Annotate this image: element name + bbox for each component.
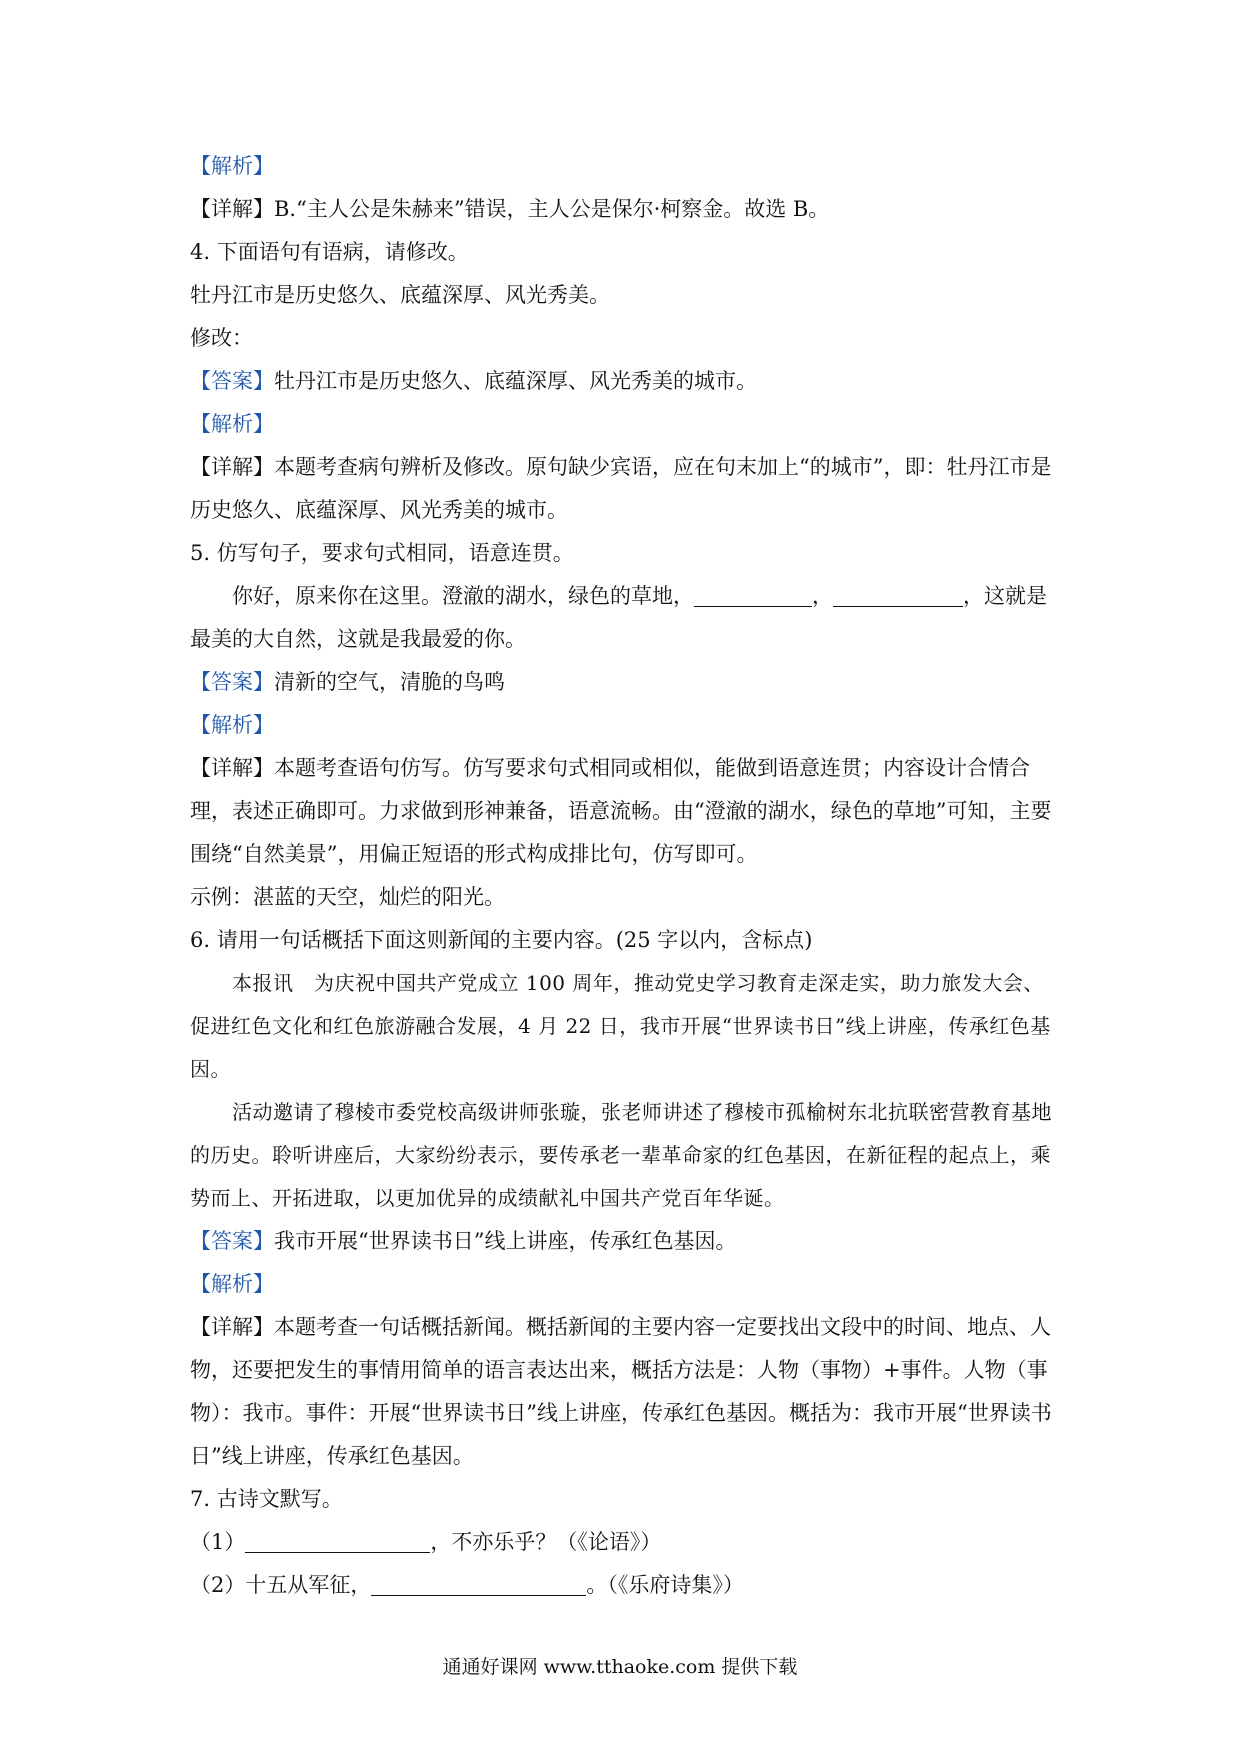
question-7-item-1: （1） ，不亦乐乎？（《论语》） (190, 1530, 662, 1554)
page-footer: 通通好课网 www.tthaoke.com 提供下载 (442, 1656, 798, 1678)
fill-blank (694, 585, 812, 607)
answer-tag: 【答案】 (190, 1229, 274, 1253)
question-5-detail: 【详解】本题考查语句仿写。仿写要求句式相同或相似，能做到语意连贯；内容设计合情合理，表述正确即可。力求做到形神兼备，语意流畅。由“澄澈的湖水，绿色的草地”可知，主要围绕“自然美景”，用偏正短语的形式构成排比句，仿写即可。 (190, 756, 1052, 866)
question-5-analysis (190, 704, 1060, 747)
detail-tag: 【详解】 (190, 1315, 274, 1339)
fill-blank (833, 585, 963, 607)
question-6-detail: 【详解】本题考查一句话概括新闻。概括新闻的主要内容一定要找出文段中的时间、地点、人物，还要把发生的事情用简单的语言表达出来，概括方法是：人物（事物）+事件。人物（事物）：我市。事件：开展“世界读书日”线上讲座，传承红色基因。概括为：我市开展“世界读书日”线上讲座，传承红色基因。 (190, 1315, 1052, 1468)
question-4-answer: 【答案】牡丹江市是历史悠久、底蕴深厚、风光秀美的城市。 (190, 369, 757, 393)
answer-tag: 【答案】 (190, 369, 274, 393)
question-4-detail: 【详解】本题考查病句辨析及修改。原句缺少宾语，应在句末加上“的城市”，即：牡丹江市是历史悠久、底蕴深厚、风光秀美的城市。 (190, 455, 1052, 522)
detail-tag: 【详解】 (190, 455, 274, 479)
question-6-title: 6. 请用一句话概括下面这则新闻的主要内容。(25 字以内，含标点) (190, 928, 813, 952)
question-5-answer: 【答案】清新的空气，清脆的鸟鸣 (190, 670, 505, 694)
question-6-analysis (190, 1263, 1060, 1306)
question-5-title: 5. 仿写句子，要求句式相同，语意连贯。 (190, 541, 574, 565)
question-4-analysis (190, 403, 1060, 446)
analysis-tag: 【解析】 (190, 1272, 274, 1296)
question-6-news-paragraph-2: 活动邀请了穆棱市委党校高级讲师张璇，张老师讲述了穆棱市孤榆树东北抗联密营教育基地的历史。聆听讲座后，大家纷纷表示，要传承老一辈革命家的红色基因，在新征程的起点上，乘势而上、开拓进取，以更加优异的成绩献礼中国共产党百年华诞。 (190, 1100, 1052, 1210)
question-6-news-paragraph-1: 本报讯 为庆祝中国共产党成立 100 周年，推动党史学习教育走深走实，助力旅发大会、促进红色文化和红色旅游融合发展，4 月 22 日，我市开展“世界读书日”线上讲座，传承红色基因。 (190, 971, 1051, 1081)
question-5-example: 示例：湛蓝的天空，灿烂的阳光。 (190, 885, 505, 909)
fill-blank (371, 1574, 586, 1596)
analysis-tag: 【解析】 (190, 713, 274, 737)
detail-tag: 【详解】 (190, 197, 274, 221)
detail-tag: 【详解】 (190, 756, 274, 780)
question-4-fix-label: 修改： (190, 326, 253, 350)
analysis-tag: 【解析】 (190, 412, 274, 436)
question-4-sentence: 牡丹江市是历史悠久、底蕴深厚、风光秀美。 (190, 283, 610, 307)
question-6-answer: 【答案】我市开展“世界读书日”线上讲座，传承红色基因。 (190, 1229, 737, 1253)
analysis-heading: 【解析】 (190, 154, 274, 178)
fill-blank (245, 1531, 430, 1553)
question-7-title: 7. 古诗文默写。 (190, 1487, 343, 1511)
page-content (190, 145, 1060, 1607)
question-7-item-2: （2）十五从军征， 。（《乐府诗集》） (190, 1573, 744, 1597)
answer-tag: 【答案】 (190, 670, 274, 694)
question-5-prompt: 你好，原来你在这里。澄澈的湖水，绿色的草地， ， ，这就是最美的大自然，这就是我最爱的你。 (190, 584, 1047, 651)
detail-line: 【详解】B.“主人公是朱赫来”错误，主人公是保尔·柯察金。故选 B。 (190, 197, 830, 221)
question-4-title: 4. 下面语句有语病，请修改。 (190, 240, 469, 264)
